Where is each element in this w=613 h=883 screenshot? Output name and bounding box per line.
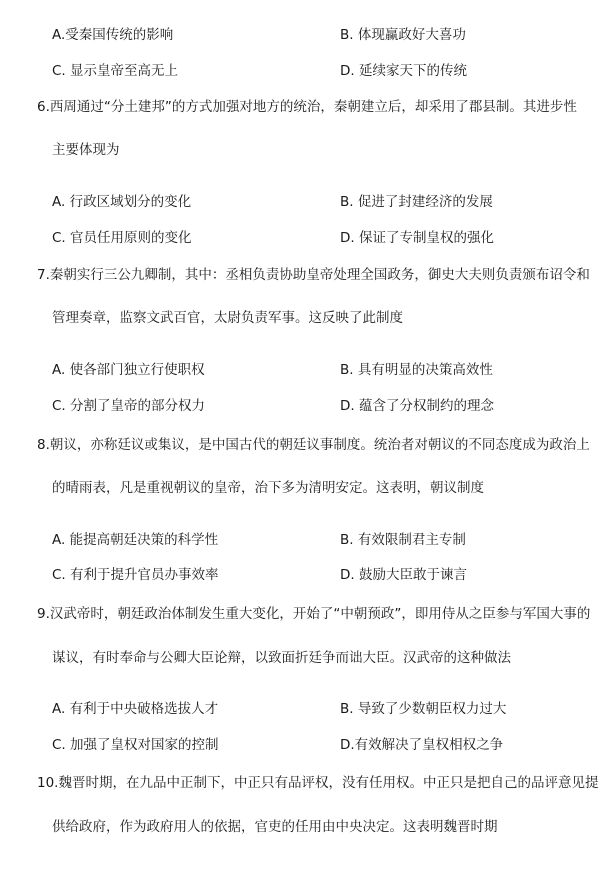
q9-option-c: C. 加强了皇权对国家的控制 <box>52 737 219 753</box>
q8-option-a: A. 能提高朝廷决策的科学性 <box>52 532 219 548</box>
q8-stem-line2: 的晴雨表，凡是重视朝议的皇帝，治下多为清明安定。这表明，朝议制度 <box>52 480 484 496</box>
q9-stem-line2: 谋议，有时奉命与公卿大臣论辩，以致面折廷争而诎大臣。汉武帝的这种做法 <box>52 650 511 666</box>
q5-option-b: B. 体现赢政好大喜功 <box>340 27 466 43</box>
q6-stem-line2: 主要体现为 <box>52 142 120 158</box>
q5-option-d: D. 延续家天下的传统 <box>340 63 467 79</box>
q10-stem-line1: 10.魏晋时期，在九品中正制下，中正只有品评权，没有任用权。中正只是把自己的品评意见提 <box>37 775 599 791</box>
q6-option-c: C. 官员任用原则的变化 <box>52 230 192 246</box>
q6-stem-line1: 6.西周通过“分土建邦”的方式加强对地方的统治，秦朝建立后，却采用了郡县制。其进步性 <box>37 99 577 115</box>
q9-option-a: A. 有利于中央破格选拔人才 <box>52 701 219 717</box>
q7-option-c: C. 分割了皇帝的部分权力 <box>52 398 206 414</box>
q7-option-b: B. 具有明显的决策高效性 <box>340 362 493 378</box>
q6-option-b: B. 促进了封建经济的发展 <box>340 194 493 210</box>
q6-option-a: A. 行政区域划分的变化 <box>52 194 192 210</box>
q8-option-c: C. 有利于提升官员办事效率 <box>52 567 219 583</box>
q7-stem-line1: 7.秦朝实行三公九卿制，其中：丞相负责协助皇帝处理全国政务，御史大夫则负责颁布诏令和 <box>37 267 590 283</box>
q7-stem-line2: 管理奏章，监察文武百官，太尉负责军事。这反映了此制度 <box>52 310 403 326</box>
q9-stem-line1: 9.汉武帝时，朝廷政治体制发生重大变化，开始了“中朝预政”，即用侍从之臣参与军国大事的 <box>37 606 591 622</box>
q8-option-b: B. 有效限制君主专制 <box>340 532 466 548</box>
q8-option-d: D. 鼓励大臣敢于谏言 <box>340 567 467 583</box>
q9-option-b: B. 导致了少数朝臣权力过大 <box>340 701 507 717</box>
q5-option-c: C. 显示皇帝至高无上 <box>52 63 179 79</box>
q5-option-a: A.受秦国传统的影响 <box>52 27 174 43</box>
q9-option-d: D.有效解决了皇权相权之争 <box>340 737 504 753</box>
q7-option-d: D. 蕴含了分权制约的理念 <box>340 398 494 414</box>
q7-option-a: A. 使各部门独立行使职权 <box>52 362 205 378</box>
q10-stem-line2: 供给政府，作为政府用人的依据，官吏的任用由中央决定。这表明魏晋时期 <box>52 819 498 835</box>
q6-option-d: D. 保证了专制皇权的强化 <box>340 230 494 246</box>
q8-stem-line1: 8.朝议，亦称廷议或集议，是中国古代的朝廷议事制度。统治者对朝议的不同态度成为政治上 <box>37 437 590 453</box>
